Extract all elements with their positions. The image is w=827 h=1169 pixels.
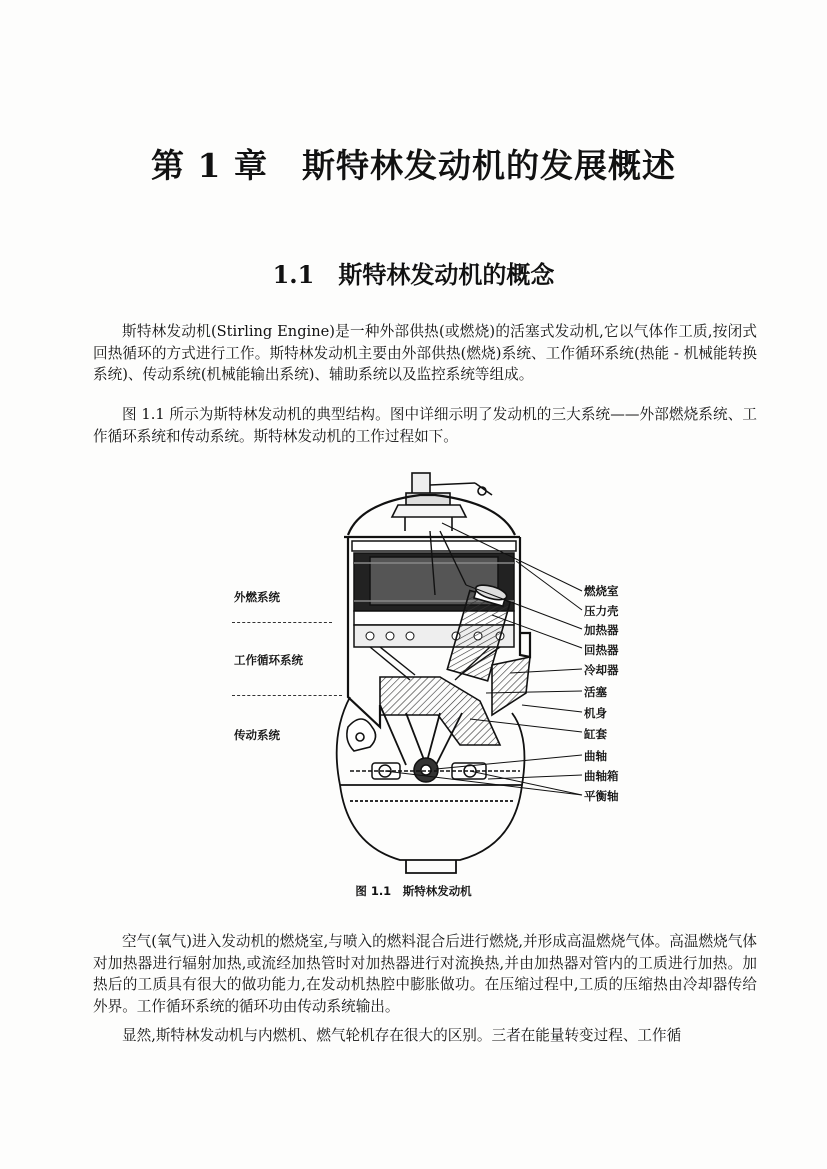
- part-label-heater: 加热器: [584, 623, 619, 637]
- part-label-cooler: 冷却器: [584, 663, 619, 677]
- system-label-combustion: 外燃系统: [234, 590, 280, 604]
- part-label-cylinder-liner: 缸套: [584, 727, 607, 741]
- figure-caption: 图 1.1 斯特林发动机: [355, 884, 472, 898]
- part-label-crankcase: 曲轴箱: [584, 769, 619, 783]
- part-label-regenerator: 回热器: [584, 643, 619, 657]
- paragraph-comparison: 显然,斯特林发动机与内燃机、燃气轮机存在很大的区别。三者在能量转变过程、工作循: [122, 1027, 682, 1044]
- section-title: 1.1 斯特林发动机的概念: [272, 260, 555, 289]
- paragraph-intro: 斯特林发动机(Stirling Engine)是一种外部供热(或燃烧)的活塞式发动机,它以气体作工质,按闭式回热循环的方式进行工作。斯特林发动机主要由外部供热(燃烧)系统、工作循环系统(热能 - 机械能转换系统)、传动系统(机械能输出系统)、辅助系统以及监控系统等组成。: [93, 323, 757, 383]
- part-label-balance-shaft: 平衡轴: [584, 789, 619, 803]
- side-lever: [347, 719, 376, 751]
- part-label-crankshaft: 曲轴: [584, 749, 607, 763]
- part-label-pressure-shell: 压力壳: [584, 604, 619, 618]
- injector-assembly: [392, 473, 492, 531]
- paragraph-working-process: 空气(氧气)进入发动机的燃烧室,与喷入的燃料混合后进行燃烧,并形成高温燃烧气体。高温燃烧气体对加热器进行辐射加热,或流经加热管时对加热器进行对流换热,并由加热器对管内的工质进行加热。加热后的工质具有很大的做功能力,在发动机热腔中膨胀做功。在压缩过程中,工质的压缩热由冷却器传给外界。工作循环系统的循环功由传动系统输出。: [93, 933, 757, 1015]
- system-label-transmission: 传动系统: [234, 728, 280, 742]
- system-label-working-cycle: 工作循环系统: [234, 653, 303, 667]
- stirling-engine-drawing: [230, 465, 630, 875]
- engine-figure: [230, 465, 630, 875]
- chapter-title: 第 1 章 斯特林发动机的发展概述: [151, 146, 676, 185]
- part-label-piston: 活塞: [584, 685, 607, 699]
- paragraph-figure-ref: 图 1.1 所示为斯特林发动机的典型结构。图中详细示明了发动机的三大系统——外部燃烧系统、工作循环系统和传动系统。斯特林发动机的工作过程如下。: [93, 406, 757, 445]
- part-label-engine-body: 机身: [584, 706, 607, 720]
- part-label-combustion-chamber: 燃烧室: [584, 584, 619, 598]
